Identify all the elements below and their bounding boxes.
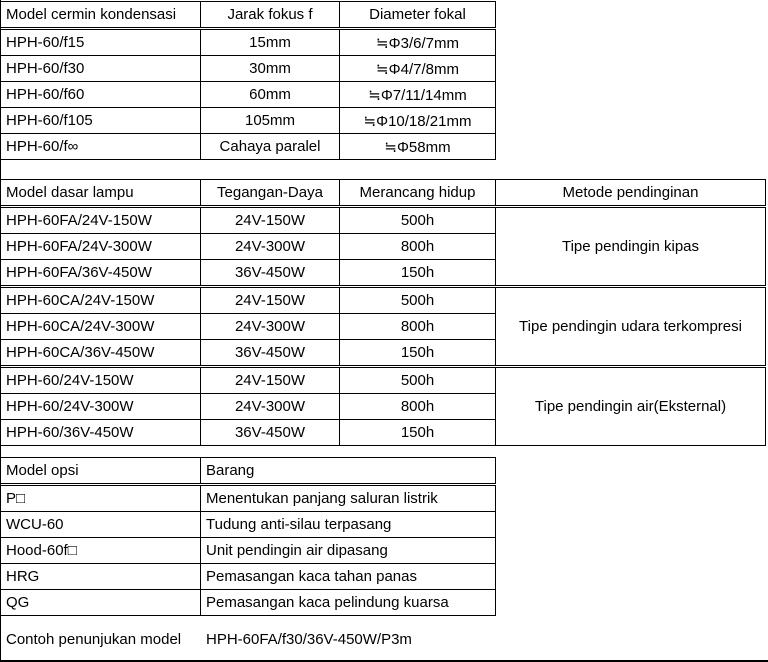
example-value: HPH-60FA/f30/36V-450W/P3m [206, 631, 412, 648]
condenser-header-focal-length: Jarak fokus f [201, 2, 340, 29]
model-cell: HPH-60/24V-300W [1, 394, 201, 420]
design-life-cell: 150h [340, 340, 496, 367]
table-row [1, 564, 496, 590]
focal-diameter-cell: ≒Φ7/11/14mm [340, 82, 496, 108]
table-row [1, 82, 496, 108]
option-model-cell: QG [1, 590, 201, 616]
voltage-power-cell: 36V-450W [201, 340, 340, 367]
option-table [0, 457, 496, 616]
model-cell: HPH-60FA/24V-150W [1, 207, 201, 234]
model-cell: HPH-60/f∞ [1, 134, 201, 160]
lamp-header-cooling-method: Metode pendinginan [496, 180, 766, 207]
design-life-cell: 500h [340, 287, 496, 314]
model-cell: HPH-60CA/36V-450W [1, 340, 201, 367]
voltage-power-cell: 24V-150W [201, 367, 340, 394]
table-row [1, 287, 766, 314]
example-label: Contoh penunjukan model [6, 631, 182, 648]
model-cell: HPH-60CA/24V-300W [1, 314, 201, 340]
model-cell: HPH-60/24V-150W [1, 367, 201, 394]
model-cell: HPH-60/36V-450W [1, 420, 201, 446]
lamp-header-row [1, 180, 766, 207]
table-row [1, 56, 496, 82]
table-row [1, 29, 496, 56]
voltage-power-cell: 24V-150W [201, 207, 340, 234]
option-header-row [1, 458, 496, 485]
model-cell: HPH-60/f30 [1, 56, 201, 82]
table-row [1, 367, 766, 394]
table-row [1, 590, 496, 616]
focal-length-cell: 105mm [201, 108, 340, 134]
voltage-power-cell: 36V-450W [201, 420, 340, 446]
table-row [1, 512, 496, 538]
focal-diameter-cell: ≒Φ3/6/7mm [340, 29, 496, 56]
cooling-method-cell: Tipe pendingin udara terkompresi [496, 287, 766, 367]
option-item-cell: Pemasangan kaca tahan panas [201, 564, 496, 590]
option-item-cell: Menentukan panjang saluran listrik [201, 485, 496, 512]
model-designation-example [0, 631, 768, 653]
table-row [1, 134, 496, 160]
model-cell: HPH-60/f105 [1, 108, 201, 134]
lamp-header-design-life: Merancang hidup [340, 180, 496, 207]
lamp-header-model: Model dasar lampu [1, 180, 201, 207]
model-cell: HPH-60FA/36V-450W [1, 260, 201, 287]
table-row [1, 207, 766, 234]
condenser-header-focal-diameter: Diameter fokal [340, 2, 496, 29]
condenser-header-model: Model cermin kondensasi [1, 2, 201, 29]
cooling-method-cell: Tipe pendingin air(Eksternal) [496, 367, 766, 446]
table-row [1, 485, 496, 512]
option-item-cell: Tudung anti-silau terpasang [201, 512, 496, 538]
focal-length-cell: 15mm [201, 29, 340, 56]
cooling-method-cell: Tipe pendingin kipas [496, 207, 766, 287]
lamp-table [0, 179, 766, 446]
voltage-power-cell: 24V-300W [201, 394, 340, 420]
design-life-cell: 150h [340, 260, 496, 287]
sheet-left-border [0, 0, 1, 662]
voltage-power-cell: 24V-300W [201, 234, 340, 260]
option-header-model: Model opsi [1, 458, 201, 485]
design-life-cell: 800h [340, 234, 496, 260]
condenser-header-row [1, 2, 496, 29]
lamp-header-voltage-power: Tegangan-Daya [201, 180, 340, 207]
design-life-cell: 500h [340, 207, 496, 234]
design-life-cell: 150h [340, 420, 496, 446]
design-life-cell: 500h [340, 367, 496, 394]
table-row [1, 108, 496, 134]
option-model-cell: Hood-60f□ [1, 538, 201, 564]
model-cell: HPH-60/f15 [1, 29, 201, 56]
focal-diameter-cell: ≒Φ4/7/8mm [340, 56, 496, 82]
option-model-cell: HRG [1, 564, 201, 590]
voltage-power-cell: 36V-450W [201, 260, 340, 287]
design-life-cell: 800h [340, 314, 496, 340]
option-item-cell: Pemasangan kaca pelindung kuarsa [201, 590, 496, 616]
focal-length-cell: 60mm [201, 82, 340, 108]
condenser-table [0, 1, 496, 160]
focal-diameter-cell: ≒Φ58mm [340, 134, 496, 160]
option-header-item: Barang [201, 458, 496, 485]
design-life-cell: 800h [340, 394, 496, 420]
voltage-power-cell: 24V-300W [201, 314, 340, 340]
option-model-cell: WCU-60 [1, 512, 201, 538]
model-cell: HPH-60FA/24V-300W [1, 234, 201, 260]
focal-diameter-cell: ≒Φ10/18/21mm [340, 108, 496, 134]
table-row [1, 538, 496, 564]
model-cell: HPH-60/f60 [1, 82, 201, 108]
focal-length-cell: Cahaya paralel [201, 134, 340, 160]
voltage-power-cell: 24V-150W [201, 287, 340, 314]
model-cell: HPH-60CA/24V-150W [1, 287, 201, 314]
option-item-cell: Unit pendingin air dipasang [201, 538, 496, 564]
focal-length-cell: 30mm [201, 56, 340, 82]
option-model-cell: P□ [1, 485, 201, 512]
